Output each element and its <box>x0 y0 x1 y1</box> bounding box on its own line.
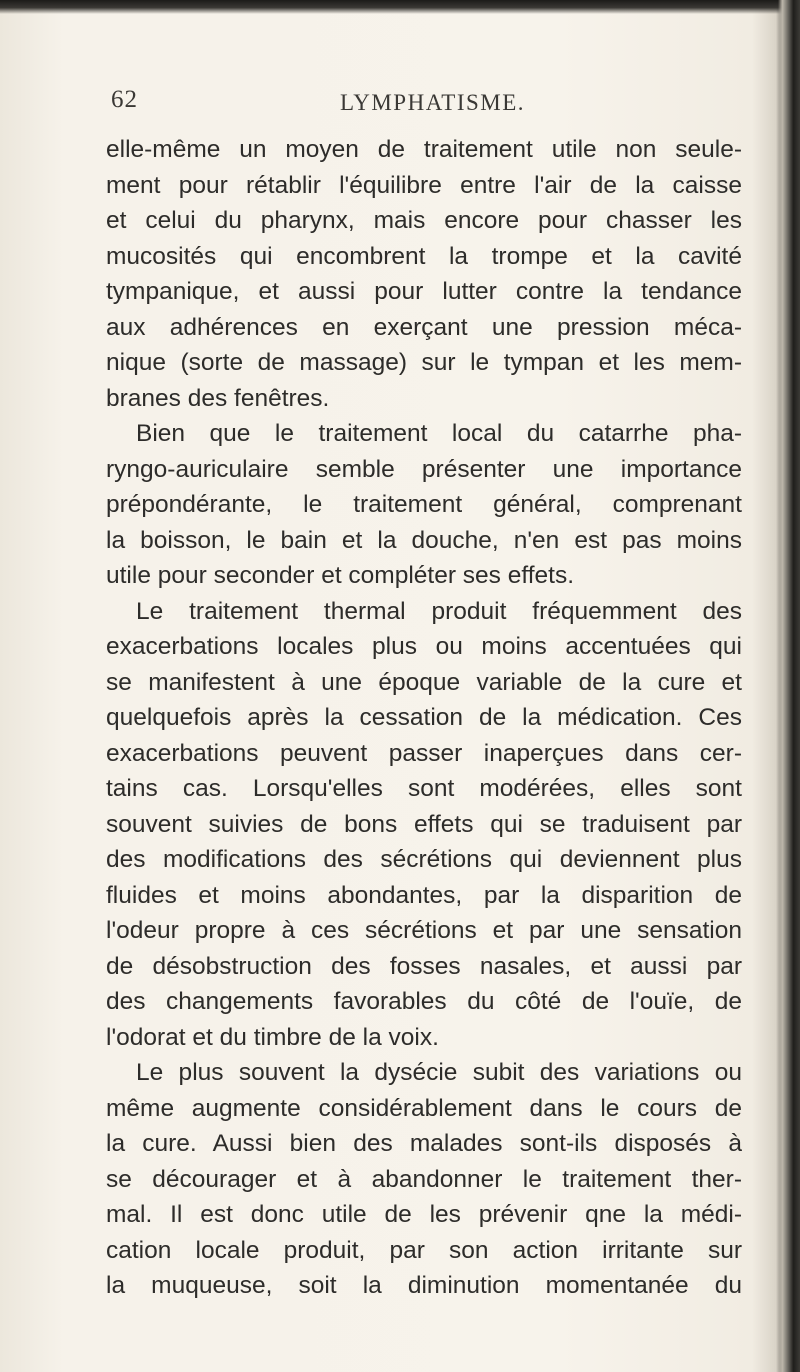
text-line: et celui du pharynx, mais encore pour chasser les <box>106 207 742 234</box>
text-line: exacerbations peuvent passer inaperçues dans cer- <box>106 739 742 767</box>
text-line: des modifications des sécrétions qui deviennent plus <box>106 846 742 873</box>
page-top-shadow <box>0 0 800 14</box>
text-line: la muqueuse, soit la diminution momentanée du <box>106 1272 742 1299</box>
text-line: elle-même un moyen de traitement utile non seule- <box>106 136 742 163</box>
text-line: souvent suivies de bons effets qui se traduisent par <box>106 810 742 838</box>
text-line: Le traitement thermal produit fréquemment des <box>136 597 742 625</box>
text-line: quelquefois après la cessation de la médication. Ces <box>106 704 742 731</box>
text-line: l'odeur propre à ces sécrétions et par une sensation <box>106 917 742 944</box>
text-line: se décourager et à abandonner le traitement ther- <box>106 1165 742 1193</box>
text-line: branes des fenêtres. <box>106 384 330 412</box>
text-line: se manifestent à une époque variable de la cure et <box>106 668 742 696</box>
text-line: prépondérante, le traitement général, comprenant <box>106 491 742 518</box>
text-line: fluides et moins abondantes, par la disparition de <box>106 881 742 909</box>
page-header <box>0 86 800 120</box>
text-line: des changements favorables du côté de l'ouïe, de <box>106 988 742 1015</box>
text-line: la boisson, le bain et la douche, n'en est pas moins <box>106 526 742 554</box>
page-binding-edge <box>778 0 800 1372</box>
text-line: Bien que le traitement local du catarrhe pha- <box>136 420 742 447</box>
text-line: utile pour seconder et compléter ses effets. <box>106 562 575 589</box>
text-line: exacerbations locales plus ou moins accentuées qui <box>106 633 742 660</box>
text-line: ryngo-auriculaire semble présenter une importance <box>106 455 742 483</box>
text-line: aux adhérences en exerçant une pression méca- <box>106 313 742 341</box>
text-line: même augmente considérablement dans le cours de <box>106 1094 742 1122</box>
text-line: de désobstruction des fosses nasales, et aussi par <box>106 952 742 980</box>
text-line: mal. Il est donc utile de les prévenir qne la médi- <box>106 1201 742 1228</box>
page-number: 62 <box>111 86 138 113</box>
text-line: Le plus souvent la dysécie subit des variations ou <box>136 1059 742 1086</box>
text-line: l'odorat et du timbre de la voix. <box>106 1023 439 1051</box>
text-line: cation locale produit, par son action irritante sur <box>106 1236 742 1264</box>
text-line: mucosités qui encombrent la trompe et la cavité <box>106 242 742 270</box>
text-line: la cure. Aussi bien des malades sont-ils disposés à <box>106 1130 742 1157</box>
running-title: LYMPHATISME. <box>340 90 526 115</box>
body-text <box>106 132 742 1304</box>
text-line: ment pour rétablir l'équilibre entre l'air de la caisse <box>106 171 742 199</box>
text-line: tympanique, et aussi pour lutter contre la tendance <box>106 278 742 305</box>
text-line: tains cas. Lorsqu'elles sont modérées, elles sont <box>106 775 742 802</box>
text-line: nique (sorte de massage) sur le tympan et les mem- <box>106 349 742 376</box>
